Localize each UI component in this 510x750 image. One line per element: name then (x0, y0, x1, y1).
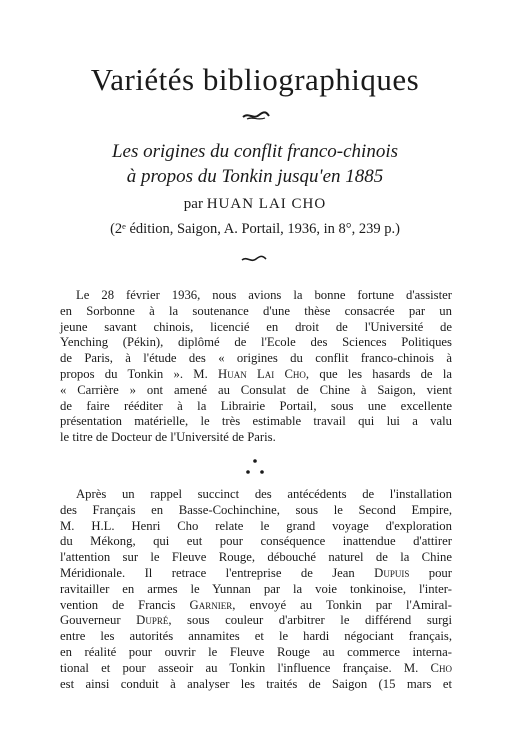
text-line (60, 661, 452, 677)
text-segment: pour (409, 565, 452, 580)
text-line (60, 598, 452, 614)
text-line: l'attention sur le Fleuve Rouge, débouché naturel de la Chine (60, 550, 452, 565)
proper-name: Dupré (136, 613, 169, 628)
text-line: du Mékong, qui eut pour conséquence inattendue d'attirer (60, 534, 452, 549)
text-segment: vention de Francis (60, 597, 190, 612)
byline-prefix: par (183, 196, 203, 212)
text-line: de Paris, à l'étude des « origines du conflit franco-chinois à (60, 351, 452, 366)
work-title-line-1: Les origines du conflit franco-chinois (111, 141, 399, 162)
text-segment: , que les hasards de la (305, 366, 452, 381)
text-segment: propos du Tonkin ». M. (60, 366, 219, 381)
proper-name: Dupuis (374, 565, 410, 580)
byline-author: HUAN LAI CHO (206, 196, 327, 212)
text-line: Le 28 février 1936, nous avions la bonne fortune d'assister (76, 288, 452, 302)
text-segment: Gouverneur (60, 613, 137, 628)
text-line: ravitailler en armes le Yunnan par la voie tonkinoise, l'inter- (60, 581, 452, 596)
text-segment: tional et pour asseoir au Tonkin l'influence française. M. (60, 660, 431, 675)
work-title-line-2: à propos du Tonkin jusqu'en 1885 (126, 166, 384, 187)
paragraph-1 (60, 288, 452, 446)
text-line: M. H.L. Henri Cho relate le grand voyage d'exploration (60, 518, 452, 533)
proper-name: Garnier (189, 597, 233, 612)
proper-name: Huan Lai Cho (218, 366, 306, 381)
text-line: Yenching (Pékin), diplômé de l'Ecole des Sciences Politiques (60, 335, 452, 350)
ornament-flourish-small-icon (240, 254, 268, 264)
proper-name: Cho (430, 660, 452, 675)
text-line: de faire rééditer à la Librairie Portail, sous une excellente (60, 398, 452, 413)
text-line: des Français en Basse-Cochinchine, sous le Second Empire, (60, 502, 452, 517)
text-segment: , sous couleur d'arbitrer le différend surgi (168, 613, 452, 628)
ornament-flourish-icon (241, 110, 271, 122)
text-line (60, 367, 452, 383)
text-line: jeune savant chinois, licencié en droit de l'Université de (60, 319, 452, 334)
asterism-separator-icon (235, 455, 275, 479)
paragraph-2 (60, 487, 452, 692)
text-line: « Carrière » ont amené au Consulat de Chine à Saigon, vient (60, 382, 452, 397)
text-segment: Méridionale. Il retrace l'entreprise de Jean (60, 565, 375, 580)
edition-details: (2ᵉ édition, Saigon, A. Portail, 1936, in 8°, 239 p.) (110, 221, 400, 237)
text-line: présentation matérielle, le très estimable travail qui lui a valu (60, 414, 452, 429)
text-line: en Sorbonne à la soutenance d'une thèse consacrée par un (60, 303, 452, 318)
text-line (60, 566, 452, 582)
text-segment: , envoyé au Tonkin par l'Amiral- (232, 597, 452, 612)
text-line: Après un rappel succinct des antécédents de l'installation (76, 487, 452, 501)
text-line (60, 613, 452, 629)
section-title: Variétés bibliographiques (90, 62, 420, 97)
text-line: le titre de Docteur de l'Université de Paris. (60, 430, 276, 445)
byline (0, 193, 510, 215)
text-line: est ainsi conduit à analyser les traités de Saigon (15 mars et (60, 676, 452, 691)
text-line: en réalité pour ouvrir le Fleuve Rouge au commerce interna- (60, 644, 452, 659)
text-line: entre les autorités annamites et le hardi négociant français, (60, 629, 452, 644)
